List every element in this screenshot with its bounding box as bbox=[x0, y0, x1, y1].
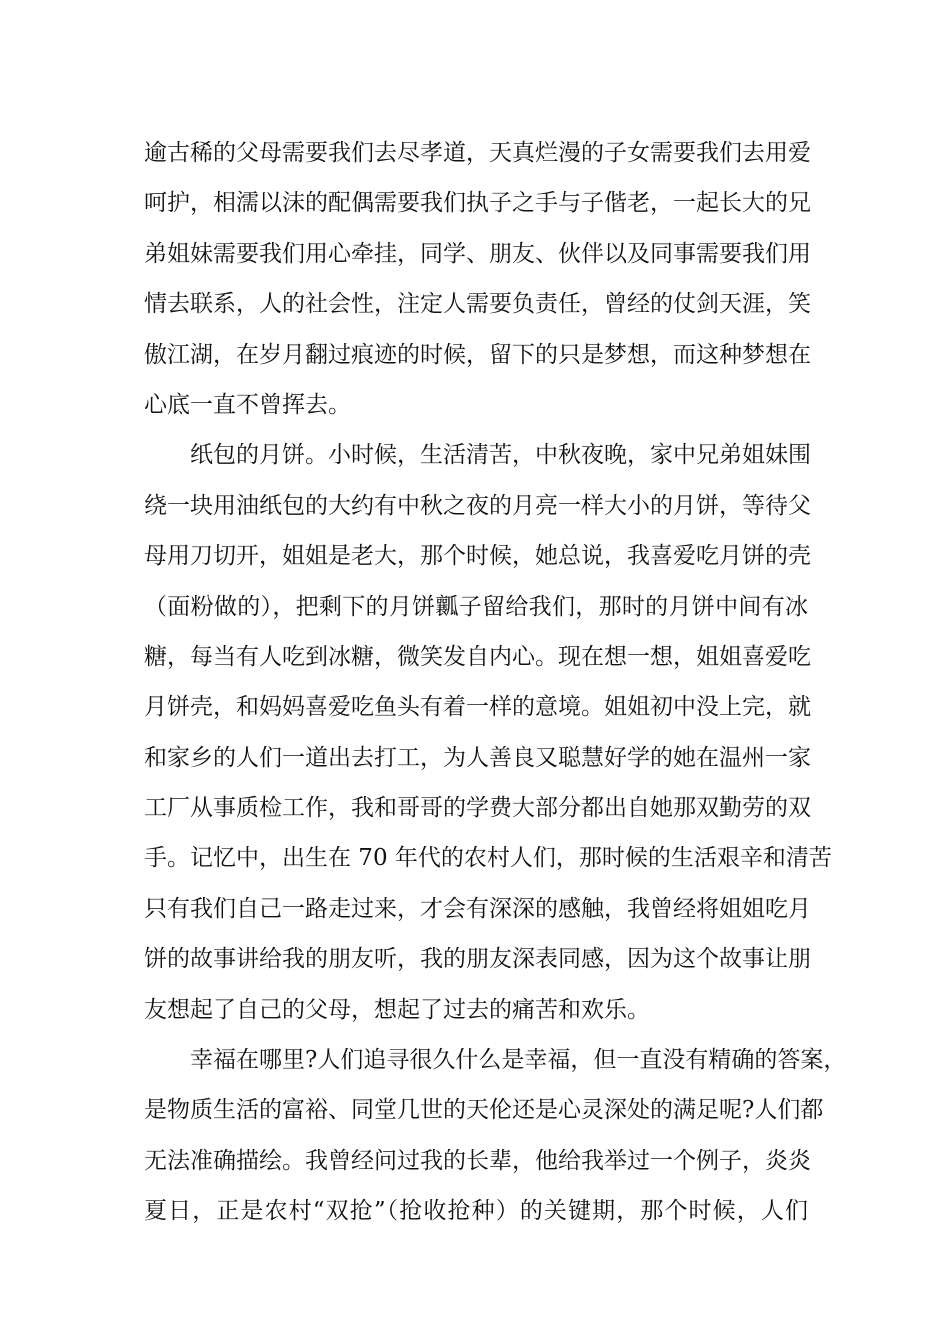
paragraph-line: 工厂从事质检工作，我和哥哥的学费大部分都出自她那双勤劳的双 bbox=[144, 795, 811, 822]
paragraph-line: 糖，每当有人吃到冰糖，微笑发自内心。现在想一想，姐姐喜爱吃 bbox=[144, 643, 811, 670]
paragraph-line: 弟姐妹需要我们用心牵挂，同学、朋友、伙伴以及同事需要我们用 bbox=[144, 240, 811, 267]
paragraph-line: 饼的故事讲给我的朋友听，我的朋友深表同感，因为这个故事让朋 bbox=[144, 946, 811, 973]
paragraph-line: 无法准确描绘。我曾经问过我的长辈，他给我举过一个例子，炎炎 bbox=[144, 1147, 811, 1174]
paragraph-2 bbox=[144, 430, 832, 1035]
paragraph-line: 纸包的月饼。小时候，生活清苦，中秋夜晚，家中兄弟姐妹围 bbox=[190, 442, 811, 469]
paragraph-line: 呵护，相濡以沫的配偶需要我们执子之手与子偕老，一起长大的兄 bbox=[144, 190, 811, 217]
paragraph-line: 心底一直不曾挥去。 bbox=[144, 391, 351, 418]
paragraph-3 bbox=[144, 1035, 847, 1237]
paragraph-line: 幸福在哪里?人们追寻很久什么是幸福，但一直没有精确的答案， bbox=[190, 1047, 847, 1074]
paragraph-line: 情去联系，人的社会性，注定人需要负责任，曾经的仗剑天涯，笑 bbox=[144, 291, 811, 318]
paragraph-line: 绕一块用油纸包的大约有中秋之夜的月亮一样大小的月饼，等待父 bbox=[144, 492, 811, 519]
paragraph-line: 母用刀切开，姐姐是老大，那个时候，她总说，我喜爱吃月饼的壳 bbox=[144, 543, 811, 570]
body-text bbox=[144, 128, 847, 1237]
paragraph-line: 手。记忆中，出生在 70 年代的农村人们，那时候的生活艰辛和清苦 bbox=[144, 845, 832, 872]
paragraph-line: 月饼壳，和妈妈喜爱吃鱼头有着一样的意境。姐姐初中没上完，就 bbox=[144, 694, 811, 721]
paragraph-line: 和家乡的人们一道出去打工，为人善良又聪慧好学的她在温州一家 bbox=[144, 744, 811, 771]
paragraph-1 bbox=[144, 128, 811, 430]
paragraph-line: （面粉做的），把剩下的月饼瓤子留给我们，那时的月饼中间有冰 bbox=[144, 593, 808, 620]
paragraph-line: 只有我们自己一路走过来，才会有深深的感触，我曾经将姐姐吃月 bbox=[144, 895, 811, 922]
paragraph-line: 逾古稀的父母需要我们去尽孝道，天真烂漫的子女需要我们去用爱 bbox=[144, 140, 811, 166]
paragraph-line: 傲江湖，在岁月翻过痕迹的时候，留下的只是梦想，而这种梦想在 bbox=[144, 341, 811, 368]
paragraph-line: 夏日，正是农村“双抢”（抢收抢种）的关键期，那个时候，人们 bbox=[144, 1198, 808, 1225]
paragraph-line: 是物质生活的富裕、同堂几世的天伦还是心灵深处的满足呢?人们都 bbox=[144, 1097, 824, 1124]
paragraph-line: 友想起了自己的父母，想起了过去的痛苦和欢乐。 bbox=[144, 996, 650, 1023]
